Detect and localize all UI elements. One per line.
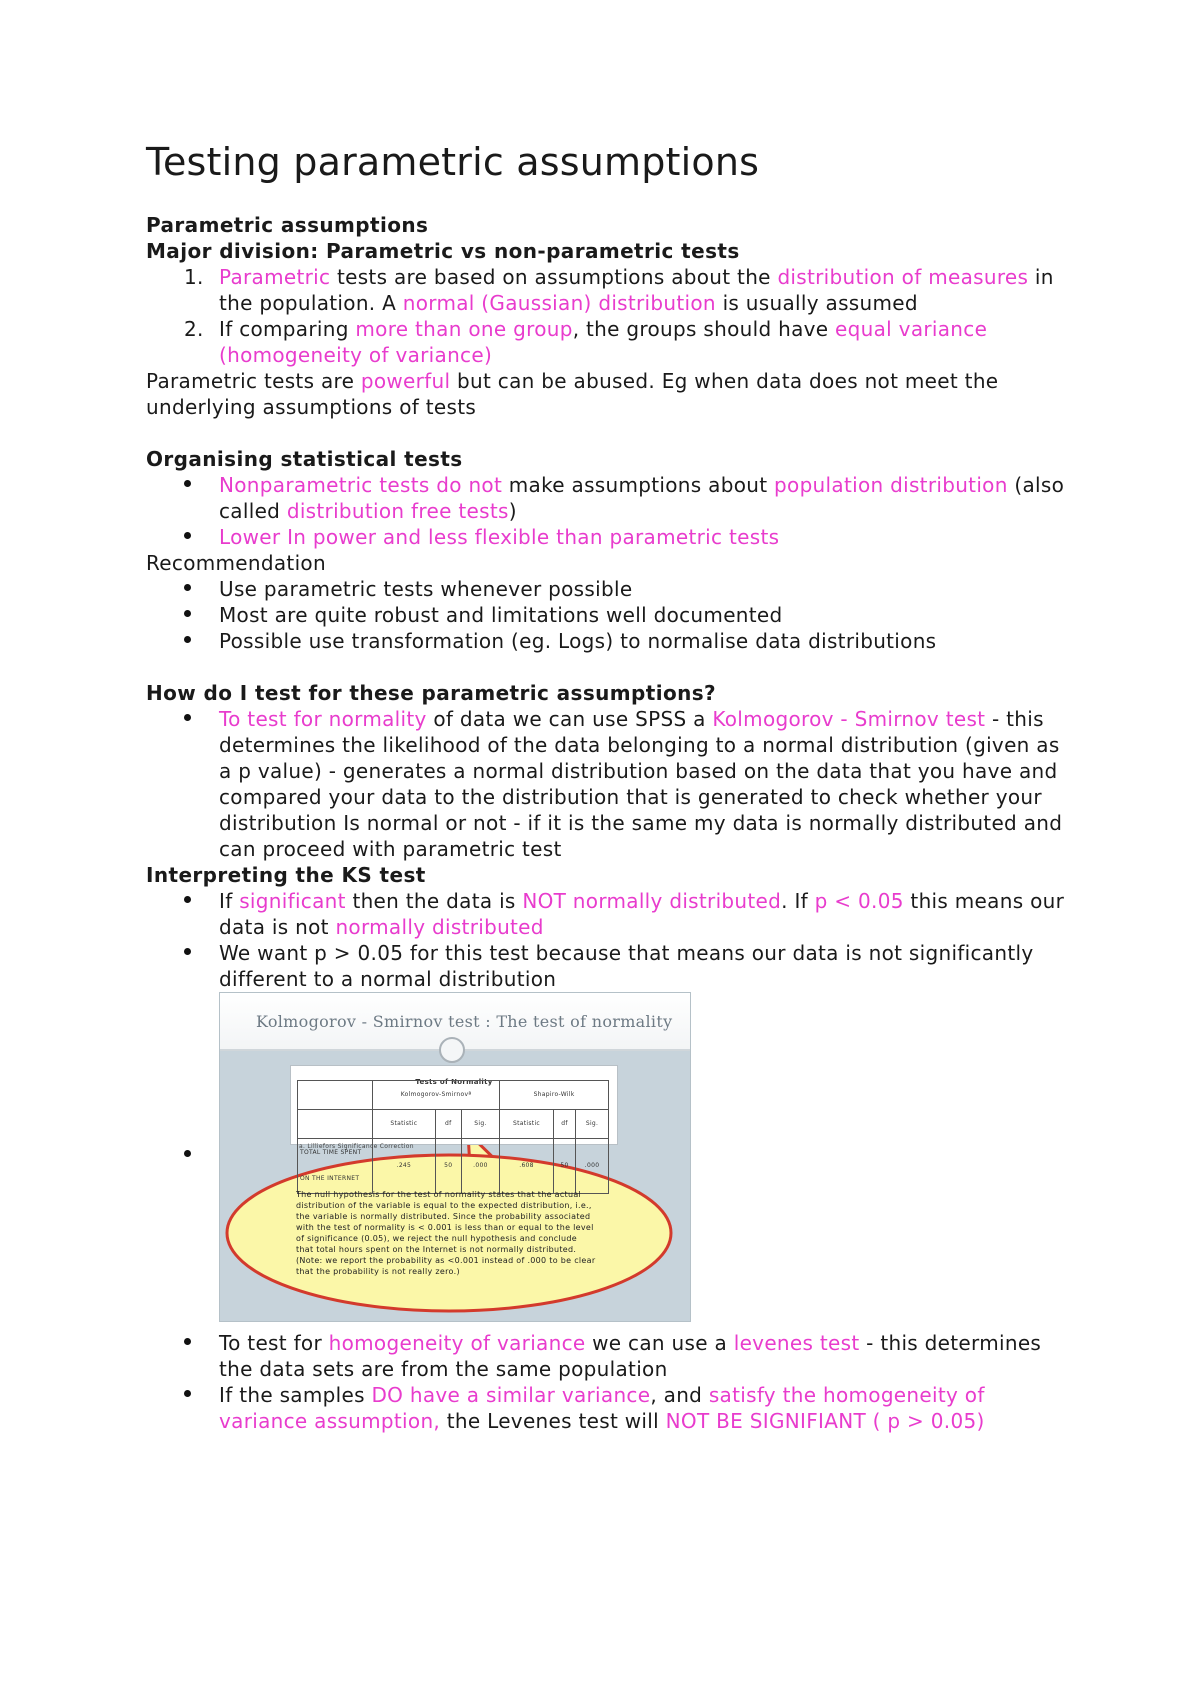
highlight-text: levenes test: [733, 1330, 860, 1355]
table-group-header: Shapiro-Wilk: [500, 1080, 609, 1109]
normality-table: [290, 1065, 618, 1182]
list-item: [146, 706, 1066, 862]
highlight-text: Parametric: [219, 264, 331, 289]
table-header: Statistic: [373, 1109, 436, 1138]
highlight-text: To test for normality: [219, 706, 427, 731]
highlight-text: Kolmogorov - Smirnov test: [712, 706, 986, 731]
table-cell: .608: [500, 1138, 554, 1193]
body-text: is usually assumed: [715, 290, 918, 315]
table-caption: Tests of Normality: [415, 1077, 493, 1086]
bullet-icon: [184, 636, 191, 643]
highlight-text: DO have a similar variance: [371, 1382, 651, 1407]
highlight-text: homogeneity of variance: [328, 1330, 586, 1355]
heading-interpreting-ks: Interpreting the KS test: [146, 862, 426, 887]
list-item: [146, 940, 1066, 992]
highlight-text: more than one group: [355, 316, 573, 341]
list-item: [146, 316, 1066, 368]
bubble-body: The null hypothesis for the test of normality states that the actual distribution of the variable is equal to the expected distribution, i.e., the variable is normally distributed. Since the probability associated with the test of normality is < 0.001 is less than or equal to the level of significance (0.05), we reject the null hypothesis and conclude that total hours spent on the Internet is not normally distributed.: [296, 1189, 594, 1254]
highlight-text: equal variance (homogeneity of variance): [219, 316, 988, 367]
bubble-note: (Note: we report the probability as <0.001 instead of .000 to be clear that the probability is not really zero.): [296, 1255, 596, 1276]
highlight-text: distribution free tests: [286, 498, 509, 523]
body-text: . If: [781, 888, 815, 913]
bullet-list: [146, 1330, 1066, 1434]
highlight-text: Lower In power and less flexible than parametric tests: [219, 524, 780, 549]
bullet-list: [146, 706, 1066, 862]
highlight-text: Nonparametric tests do not: [219, 472, 503, 497]
body-text: we can use a: [585, 1330, 734, 1355]
table-cell: [298, 1080, 373, 1109]
highlight-text: NOT BE SIGNIFIANT ( p > 0.05): [665, 1408, 985, 1433]
ks-test-figure: [219, 992, 691, 1322]
table-header: df: [553, 1109, 575, 1138]
document-title: Testing parametric assumptions: [146, 140, 760, 184]
table-row-label: TOTAL TIME SPENT ON THE INTERNET: [298, 1138, 373, 1193]
highlight-text: p < 0.05: [814, 888, 904, 913]
bullet-icon: [184, 610, 191, 617]
table-cell: .245: [373, 1138, 436, 1193]
list-number: 1.: [184, 264, 204, 289]
document-page: [146, 140, 1066, 1434]
highlight-text: NOT normally distributed: [522, 888, 782, 913]
body-text: Possible use transformation (eg. Logs) to normalise data distributions: [219, 628, 937, 653]
body-text: ): [508, 498, 517, 523]
highlight-text: powerful: [360, 368, 451, 393]
list-item: [146, 888, 1066, 940]
table-group-header: Kolmogorov-Smirnovª: [373, 1080, 500, 1109]
list-item-figure: [146, 992, 1066, 1330]
body-text: make assumptions about: [502, 472, 775, 497]
table-cell: .000: [576, 1138, 609, 1193]
body-text: but can be abused. Eg when data does not meet the underlying assumptions of tests: [146, 368, 999, 419]
list-item: [146, 472, 1066, 524]
recommendation-label: Recommendation: [146, 550, 326, 575]
bullet-icon: [184, 532, 191, 539]
heading-parametric-assumptions: Parametric assumptions: [146, 212, 429, 237]
bullet-icon: [184, 480, 191, 487]
body-text: Most are quite robust and limitations well documented: [219, 602, 783, 627]
table-header: df: [435, 1109, 461, 1138]
body-text: the Levenes test will: [440, 1408, 666, 1433]
bullet-icon: [184, 1150, 191, 1157]
body-text: Parametric tests are: [146, 368, 361, 393]
paragraph: [146, 368, 1066, 420]
table-cell: .000: [461, 1138, 499, 1193]
list-item: [146, 628, 1066, 654]
body-text: tests are based on assumptions about the: [330, 264, 778, 289]
body-text: If comparing: [219, 316, 356, 341]
table-cell: 50: [435, 1138, 461, 1193]
bullet-list: [146, 888, 1066, 1330]
highlight-text: normal (Gaussian) distribution: [402, 290, 716, 315]
list-item: [146, 602, 1066, 628]
list-number: 2.: [184, 316, 204, 341]
bullet-list: [146, 472, 1066, 550]
bullet-list: [146, 576, 1066, 654]
body-text: , the groups should have: [572, 316, 836, 341]
numbered-list: [146, 264, 1066, 368]
highlight-text: distribution of measures: [777, 264, 1029, 289]
highlight-text: satisfy the homogeneity of variance assumption,: [219, 1382, 985, 1433]
highlight-text: normally distributed: [335, 914, 544, 939]
table-header: Sig.: [461, 1109, 499, 1138]
table-header: Sig.: [576, 1109, 609, 1138]
list-item: [146, 1382, 1066, 1434]
body-text: (also called: [219, 472, 1065, 523]
bullet-icon: [184, 1338, 191, 1345]
bullet-icon: [184, 896, 191, 903]
body-text: , and: [650, 1382, 709, 1407]
bullet-icon: [184, 584, 191, 591]
figure-title: Kolmogorov - Smirnov test : The test of normality: [256, 1011, 673, 1031]
heading-how-to-test: How do I test for these parametric assumptions?: [146, 680, 717, 705]
highlight-text: population distribution: [774, 472, 1008, 497]
body-text: - this determines the data sets are from the same population: [219, 1330, 1042, 1381]
body-text: If: [219, 888, 240, 913]
bullet-icon: [184, 948, 191, 955]
list-item: [146, 524, 1066, 550]
table-cell: 50: [553, 1138, 575, 1193]
highlight-text: significant: [239, 888, 346, 913]
body-text: - this determines the likelihood of the data belonging to a normal distribution (given as a p value) - generates a normal distribution based on the data that you have and compared your data to the distribution that is generated to check whether your distribution Is normal or not - if it is the same my data is normally distributed and can proceed with parametric test: [219, 706, 1063, 861]
body-text: We want p > 0.05 for this test because that means our data is not significantly different to a normal distribution: [219, 940, 1034, 991]
body-text: Use parametric tests whenever possible: [219, 576, 633, 601]
heading-major-division: Major division: Parametric vs non-parametric tests: [146, 238, 740, 263]
list-item: [146, 264, 1066, 316]
table-header: Statistic: [500, 1109, 554, 1138]
heading-organising-tests: Organising statistical tests: [146, 446, 463, 471]
body-text: this means our data is not: [219, 888, 1065, 939]
table-note: a. Lilliefors Significance Correction: [299, 1142, 414, 1150]
body-text: If the samples: [219, 1382, 372, 1407]
list-item: [146, 576, 1066, 602]
bullet-icon: [184, 1390, 191, 1397]
bubble-text: [296, 1189, 596, 1277]
body-text: then the data is: [345, 888, 523, 913]
body-text: of data we can use SPSS a: [426, 706, 713, 731]
list-item: [146, 1330, 1066, 1382]
body-text: To test for: [219, 1330, 329, 1355]
bullet-icon: [184, 714, 191, 721]
body-text: in the population. A: [219, 264, 1054, 315]
